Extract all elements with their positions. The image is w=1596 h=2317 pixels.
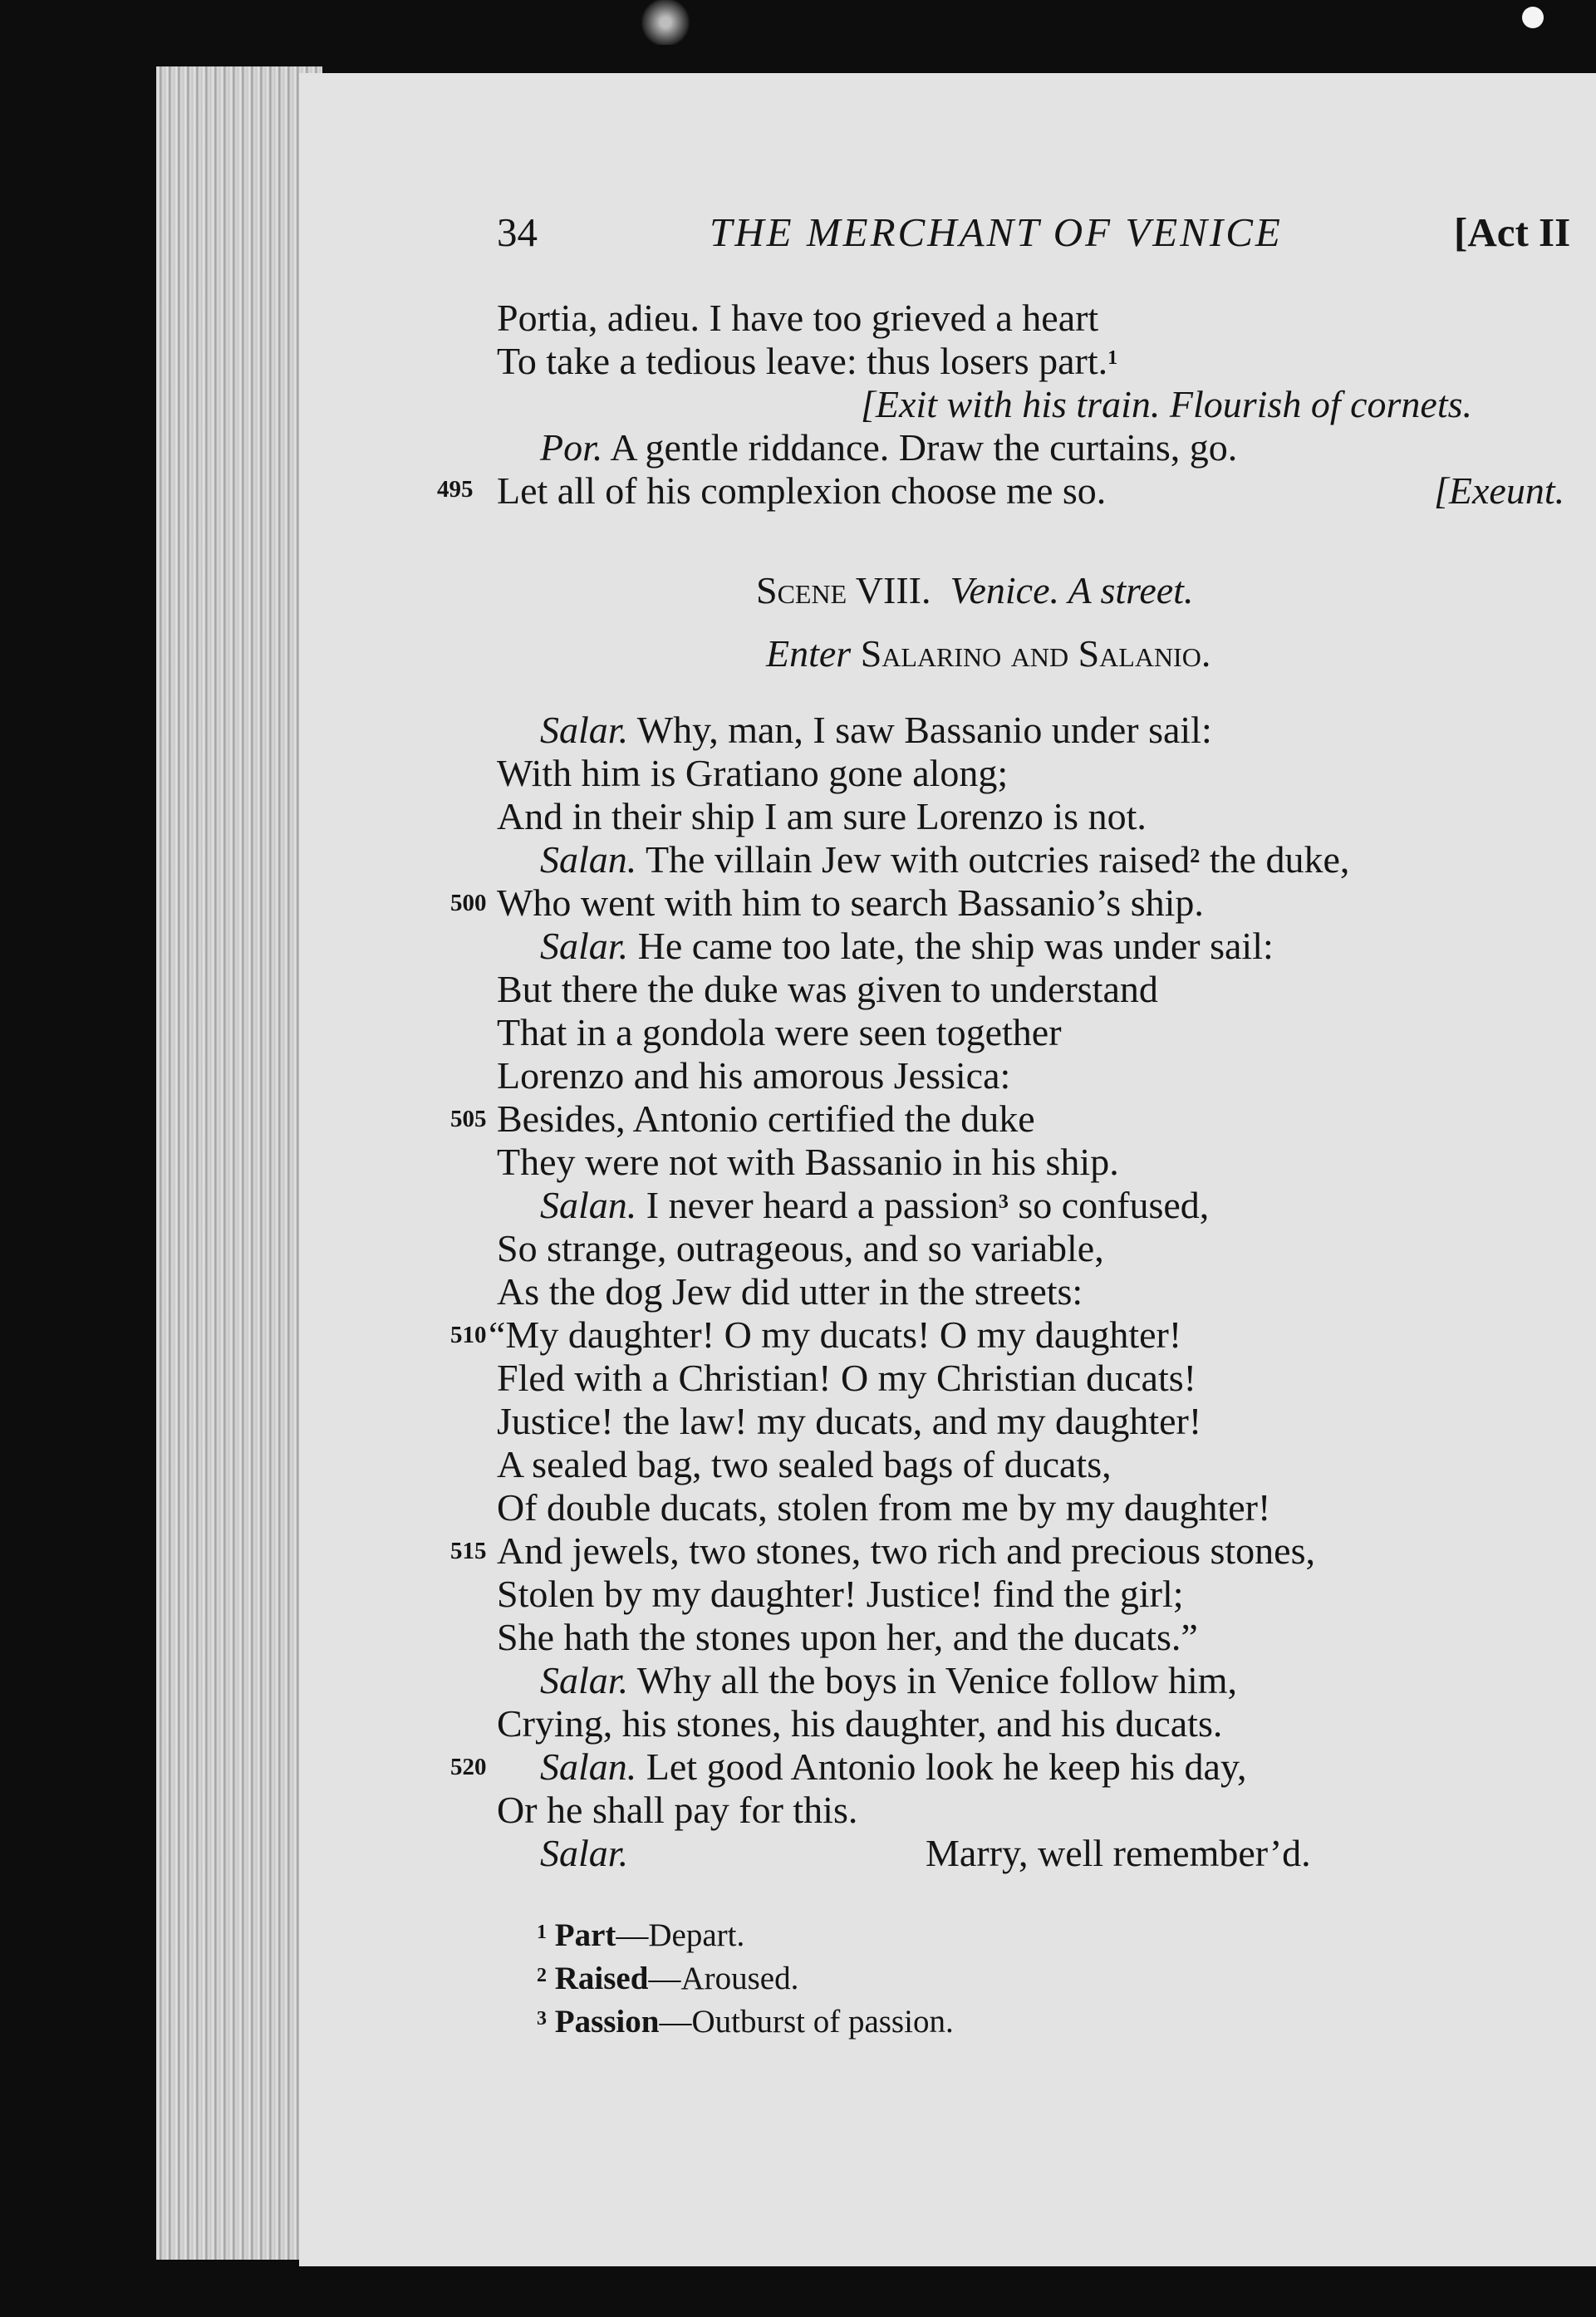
verse-line: She hath the stones upon her, and the ducats.” <box>497 1616 1198 1658</box>
line-number: 510 <box>450 1322 487 1348</box>
verse-line: “My daughter! O my ducats! O my daughter! <box>489 1313 1182 1356</box>
entrance-direction: Enter Salarino and Salanio. <box>766 632 1211 675</box>
speaker-name: Salar. <box>540 1659 629 1701</box>
verse-line: A sealed bag, two sealed bags of ducats, <box>497 1443 1112 1485</box>
verse-line: Fled with a Christian! O my Christian ducats! <box>497 1357 1196 1399</box>
verse-line: Salar. Why all the boys in Venice follow him, <box>540 1659 1238 1701</box>
footnote-ref: 3 <box>998 1191 1009 1213</box>
speaker-name: Salar. <box>540 925 629 967</box>
verse-line: Salar. Why, man, I saw Bassanio under sail: <box>540 709 1212 751</box>
verse-line: Por. A gentle riddance. Draw the curtains, go. <box>540 426 1238 469</box>
verse-line: Salan. Let good Antonio look he keep his day, <box>540 1745 1247 1788</box>
verse-line: Salan. I never heard a passion$^3$ so confused, <box>540 1184 1210 1226</box>
line-number: 520 <box>450 1754 487 1780</box>
stage-direction: [Exeunt. <box>1434 469 1565 512</box>
verse-line: Portia, adieu. I have too grieved a heart <box>497 297 1099 339</box>
speaker-name: Salan. <box>540 1745 637 1788</box>
verse-line: Let all of his complexion choose me so. <box>497 469 1107 512</box>
verse-line: Justice! the law! my ducats, and my daughter! <box>497 1400 1202 1442</box>
verse-line: Lorenzo and his amorous Jessica: <box>497 1054 1011 1097</box>
speaker-name: Por. <box>540 426 603 469</box>
line-number: 495 <box>437 476 474 503</box>
verse-line: And in their ship I am sure Lorenzo is not. <box>497 795 1147 837</box>
verse-line: As the dog Jew did utter in the streets: <box>497 1270 1083 1313</box>
verse-line: So strange, outrageous, and so variable, <box>497 1227 1104 1269</box>
verse-line: Crying, his stones, his daughter, and his ducats. <box>497 1702 1223 1745</box>
running-title: THE MERCHANT OF VENICE <box>710 209 1283 255</box>
book-page <box>299 73 1596 2266</box>
scene-heading: Scene VIII. Venice. A street. <box>756 569 1194 611</box>
verse-line: To take a tedious leave: thus losers part.$^1$ <box>497 340 1118 382</box>
act-label: [Act II <box>1454 209 1571 255</box>
line-number: 505 <box>450 1106 487 1132</box>
scan-stain <box>640 0 691 45</box>
verse-line: Marry, well remember’d. <box>926 1832 1311 1874</box>
verse-line: But there the duke was given to understand <box>497 968 1158 1010</box>
verse-line: They were not with Bassanio in his ship. <box>497 1141 1119 1183</box>
verse-line: And jewels, two stones, two rich and precious stones, <box>497 1529 1316 1572</box>
verse-line: Salar. He came too late, the ship was under sail: <box>540 925 1274 967</box>
verse-line: That in a gondola were seen together <box>497 1011 1062 1053</box>
speaker-name: Salar. <box>540 1832 629 1874</box>
speaker-name: Salan. <box>540 838 637 881</box>
speaker-name: Salan. <box>540 1184 637 1226</box>
verse-line <box>540 1831 628 1876</box>
verse-line: Stolen by my daughter! Justice! find the girl; <box>497 1573 1184 1615</box>
verse-line: Salan. The villain Jew with outcries raised$^2$ the duke, <box>540 838 1350 881</box>
speaker-name: Salar. <box>540 709 629 751</box>
footnote: $^2$ Raised—Aroused. <box>537 1961 799 1996</box>
page-edges <box>156 66 322 2260</box>
verse-line: Who went with him to search Bassanio’s ship. <box>497 881 1204 924</box>
verse-line: Besides, Antonio certified the duke <box>497 1097 1035 1140</box>
footnote: $^3$ Passion—Outburst of passion. <box>537 2004 954 2040</box>
line-number: 500 <box>450 890 487 916</box>
verse-line: With him is Gratiano gone along; <box>497 752 1009 794</box>
footnote: $^1$ Part—Depart. <box>537 1917 745 1953</box>
scan-mark <box>1522 7 1544 28</box>
stage-direction: [Exit with his train. Flourish of cornets. <box>861 383 1473 425</box>
page-number: 34 <box>497 209 538 255</box>
footnote-ref: 1 <box>1107 347 1118 369</box>
footnote-ref: 2 <box>1190 846 1201 867</box>
line-number: 515 <box>450 1538 487 1564</box>
verse-line: Or he shall pay for this. <box>497 1789 858 1831</box>
verse-line: Of double ducats, stolen from me by my daughter! <box>497 1486 1271 1529</box>
